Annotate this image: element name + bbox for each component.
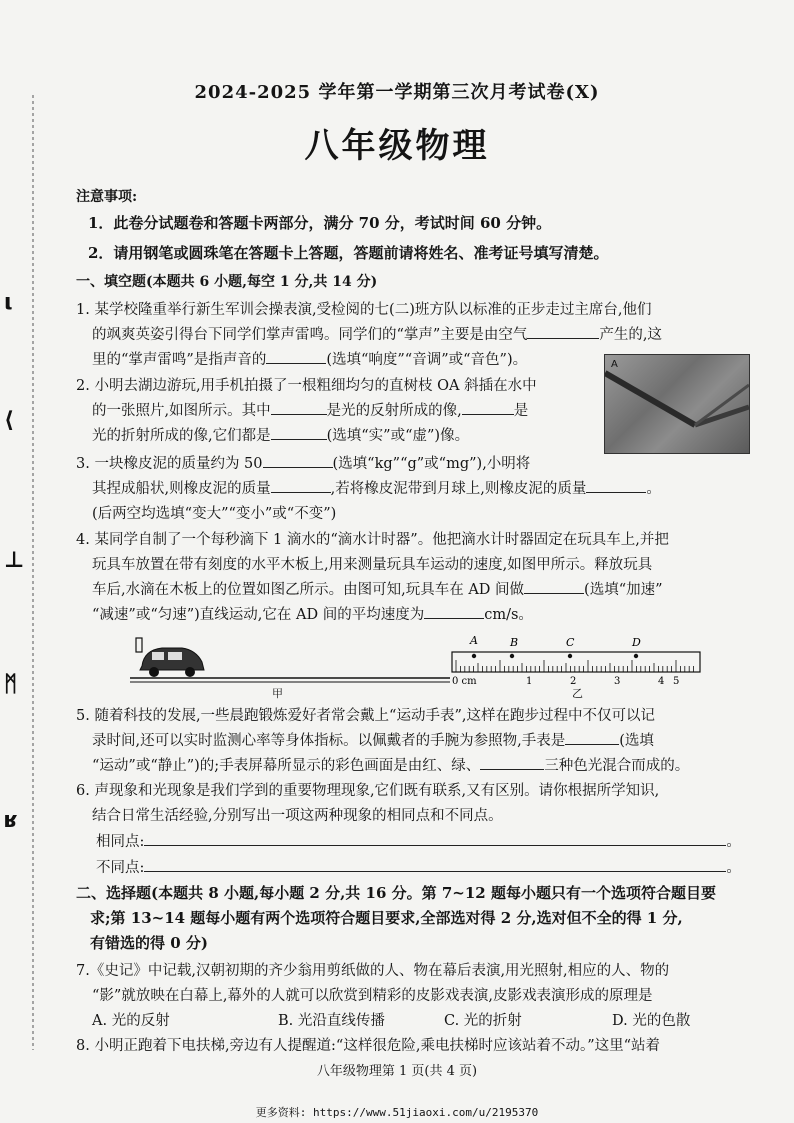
figure-jia-label: 甲 — [272, 687, 283, 700]
q7-option-c[interactable]: C. 光的折射 — [444, 1013, 522, 1029]
binding-mark-5: ʁ — [4, 808, 19, 833]
section2-heading-line2: 求;第 13~14 题每小题有两个选项符合题目要求,全部选对得 2 分,选对但不全的得 1 分, — [90, 909, 683, 927]
q6-line2: 结合日常生活经验,分别写出一项这两种现象的相同点和不同点。 — [92, 808, 503, 824]
q3-line2-b: ,若将橡皮泥带到月球上,则橡皮泥的质量 — [330, 481, 587, 497]
notice-heading: 注意事项: — [76, 189, 138, 205]
ruler-num-5: 5 — [673, 676, 680, 687]
point-d-label: D — [632, 636, 641, 649]
drop-c — [568, 654, 572, 658]
notice-item-2: 2．请用钢笔或圆珠笔在答题卡上答题，答题前请将姓名、准考证号填写清楚。 — [88, 244, 609, 262]
q4-line3-a: 车后,水滴在木板上的位置如图乙所示。由图可知,玩具车在 AD 间做 — [92, 582, 525, 598]
q1-blank-2[interactable] — [266, 349, 326, 364]
ruler-unit-label: 0 cm — [452, 676, 477, 687]
q6-same-end: 。 — [726, 834, 741, 850]
q2-line2-c: 是 — [513, 403, 529, 419]
q3-line2-a: 其捏成船状,则橡皮泥的质量 — [92, 481, 271, 497]
photo-label-a: A — [611, 359, 618, 370]
q7-line1: 7.《史记》中记载,汉朝初期的齐少翁用剪纸做的人、物在幕后表演,用光照射,相应的人、物的 — [76, 963, 670, 979]
q5-line2-a: 录时间,还可以实时监测心率等身体指标。以佩戴者的手腕为参照物,手表是 — [92, 733, 566, 749]
q1-line3 — [92, 348, 527, 369]
q5-blank-2[interactable] — [480, 755, 544, 770]
q4-line4-b: cm/s。 — [484, 607, 533, 623]
branch-in-water-photo — [604, 354, 750, 454]
q2-line3-a: 光的折射所成的像,它们都是 — [92, 428, 271, 444]
q6-diff-row — [96, 856, 741, 877]
q1-line1: 1. 某学校隆重举行新生军训会操表演,受检阅的七(二)班方队以标准的正步走过主席台,他们 — [76, 302, 652, 318]
q4-line4-a: “减速”或“匀速”)直线运动,它在 AD 间的平均速度为 — [92, 607, 425, 623]
car-wheel-1 — [149, 667, 159, 677]
q5-line1: 5. 随着科技的发展,一些晨跑锻炼爱好者常会戴上“运动手表”,这样在跑步过程中不仅可以记 — [76, 708, 655, 724]
q5-line2 — [92, 729, 654, 750]
q2-blank-1[interactable] — [271, 400, 327, 415]
ruler-num-4: 4 — [658, 676, 665, 687]
q1-blank-1[interactable] — [527, 324, 599, 339]
car-window-2 — [168, 652, 182, 660]
q3-line2 — [92, 477, 661, 498]
q3-blank-1[interactable] — [263, 453, 333, 468]
q2-line2 — [92, 399, 528, 420]
drop-a — [472, 654, 476, 658]
q2-line1: 2. 小明去湖边游玩,用手机拍摄了一根粗细均匀的直树枝 OA 斜插在水中 — [76, 378, 537, 394]
ruler-num-1: 1 — [526, 676, 533, 687]
q5-line2-b: (选填 — [619, 733, 654, 749]
q3-line2-c: 。 — [646, 481, 661, 497]
q7-line2: “影”就放映在白幕上,幕外的人就可以欣赏到精彩的皮影戏表演,皮影戏表演形成的原理是 — [92, 988, 653, 1004]
binding-mark-3: ⊥ — [4, 548, 25, 573]
car-window-1 — [152, 652, 164, 660]
q6-diff-blank[interactable] — [144, 857, 726, 872]
ruler-ticks — [456, 660, 694, 672]
q7-option-b[interactable]: B. 光沿直线传播 — [278, 1013, 385, 1029]
q2-blank-3[interactable] — [271, 425, 327, 440]
q4-blank-2[interactable] — [424, 604, 484, 619]
q4-line1: 4. 某同学自制了一个每秒滴下 1 滴水的“滴水计时器”。他把滴水计时器固定在玩具车上,并把 — [76, 532, 669, 548]
drip-timer-icon — [136, 638, 142, 652]
q1-line3-a: 里的“掌声雷鸣”是指声音的 — [92, 352, 267, 368]
q6-same-row — [96, 830, 741, 851]
q6-same-label: 相同点: — [96, 834, 145, 850]
q6-diff-end: 。 — [726, 860, 741, 876]
q1-line3-b: (选填“响度”“音调”或“音色”)。 — [326, 352, 528, 368]
q5-line3 — [92, 754, 689, 775]
q2-line3-b: (选填“实”或“虚”)像。 — [326, 428, 470, 444]
q3-line3: (后两空均选填“变大”“变小”或“不变”) — [92, 506, 337, 522]
q4-blank-1[interactable] — [524, 579, 584, 594]
q3-blank-3[interactable] — [586, 478, 646, 493]
binding-mark-1: ι — [4, 290, 13, 315]
binding-mark-2: ⟨ — [4, 408, 15, 433]
point-c-label: C — [566, 636, 575, 649]
exam-title: 2024-2025 学年第一学期第三次月考试卷(X) — [194, 82, 600, 103]
subject-title: 八年级物理 — [304, 126, 490, 166]
drop-d — [634, 654, 638, 658]
q6-same-blank[interactable] — [144, 831, 726, 846]
q2-line3 — [92, 424, 469, 445]
point-a-label: A — [470, 634, 478, 647]
binding-mark-4: ᛗ — [4, 672, 18, 697]
q2-blank-2[interactable] — [462, 400, 514, 415]
q1-line2-b: 产生的,这 — [599, 327, 662, 343]
q4-line4 — [92, 603, 533, 624]
q3-line1-b: (选填“kg”“g”或“mg”),小明将 — [332, 456, 531, 472]
q4-line3 — [92, 578, 663, 599]
q3-blank-2[interactable] — [271, 478, 331, 493]
drop-b — [510, 654, 514, 658]
source-link[interactable]: 更多资料: https://www.51jiaoxi.com/u/2195370 — [255, 1106, 539, 1119]
q5-line3-b: 三种色光混合而成的。 — [544, 758, 690, 774]
section2-heading-line1: 二、选择题(本题共 8 小题,每小题 2 分,共 16 分。第 7~12 题每小题只有一个选项符合题目要 — [76, 884, 716, 902]
q6-diff-label: 不同点: — [96, 860, 145, 876]
branch-photo-drawing — [605, 355, 749, 453]
q7-option-d[interactable]: D. 光的色散 — [612, 1013, 691, 1029]
ruler-num-3: 3 — [614, 676, 621, 687]
q5-blank-1[interactable] — [565, 730, 619, 745]
q5-line3-a: “运动”或“静止”)的;手表屏幕所显示的彩色画面是由红、绿、 — [92, 758, 481, 774]
q4-line2: 玩具车放置在带有刻度的水平木板上,用来测量玩具车运动的速度,如图甲所示。释放玩具 — [92, 557, 653, 573]
section1-heading: 一、填空题(本题共 6 小题,每空 1 分,共 14 分) — [76, 274, 378, 290]
q3-line1 — [76, 452, 530, 473]
figure-jia-car-on-board — [130, 632, 450, 696]
q3-line1-a: 3. 一块橡皮泥的质量约为 50 — [76, 456, 263, 472]
notice-item-1: 1．此卷分试题卷和答题卡两部分，满分 70 分，考试时间 60 分钟。 — [88, 214, 552, 232]
q7-option-a[interactable]: A. 光的反射 — [92, 1013, 170, 1029]
point-b-label: B — [510, 636, 519, 649]
q4-line3-b: (选填“加速” — [584, 582, 663, 598]
q2-line2-a: 的一张照片,如图所示。其中 — [92, 403, 271, 419]
q1-line2 — [92, 323, 662, 344]
section2-heading-line3: 有错选的得 0 分) — [90, 934, 208, 952]
figure-yi-label: 乙 — [572, 687, 583, 700]
q6-line1: 6. 声现象和光现象是我们学到的重要物理现象,它们既有联系,又有区别。请你根据所学知识, — [76, 783, 660, 799]
q1-line2-a: 的飒爽英姿引得台下同学们掌声雷鸣。同学们的“掌声”主要是由空气 — [92, 327, 528, 343]
figure-yi-ruler — [448, 632, 704, 692]
q2-line2-b: 是光的反射所成的像, — [326, 403, 462, 419]
page-footer: 八年级物理第 1 页(共 4 页) — [316, 1064, 478, 1079]
car-wheel-2 — [185, 667, 195, 677]
ruler-num-2: 2 — [570, 676, 577, 687]
q8-line1: 8. 小明正跑着下电扶梯,旁边有人提醒道:“这样很危险,乘电扶梯时应该站着不动。”这里“站着 — [76, 1038, 661, 1054]
